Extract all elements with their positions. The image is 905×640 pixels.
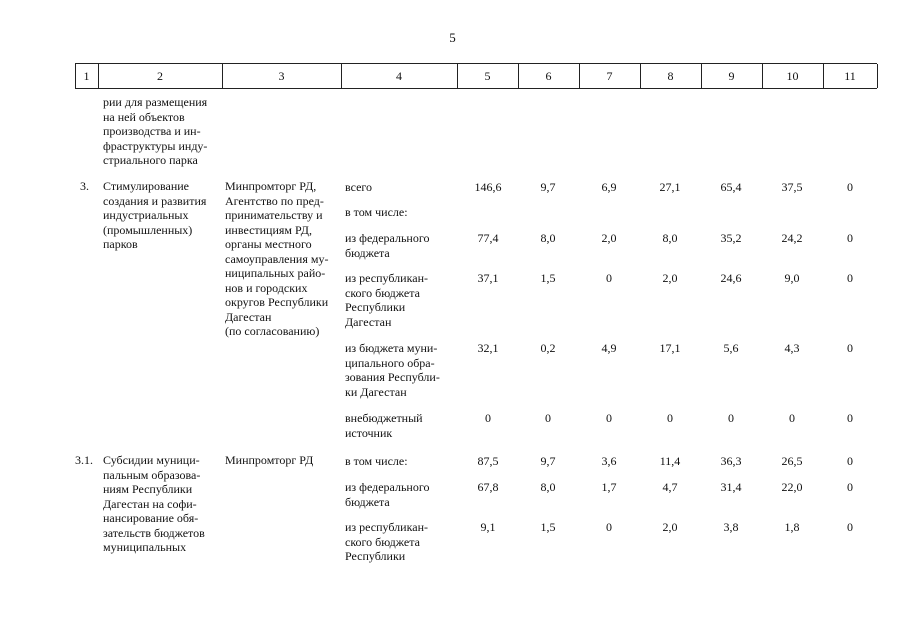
value-cell: 0 [847,341,853,355]
value-cell: 0 [847,454,853,468]
value-cell: 8,0 [540,480,556,494]
value-cell: 146,6 [474,180,502,194]
funding-source-label: из федерального бюджета [345,480,430,509]
column-header-7: 7 [606,69,613,83]
value-cell: 0 [606,271,612,285]
value-cell: 5,6 [723,341,739,355]
value-cell: 4,9 [601,341,617,355]
value-cell: 37,1 [477,271,499,285]
column-header-8: 8 [667,69,674,83]
value-cell: 67,8 [477,480,499,494]
value-cell: 0 [847,231,853,245]
value-cell: 2,0 [662,271,678,285]
value-cell: 27,1 [659,180,681,194]
column-header-10: 10 [786,69,799,83]
value-cell: 0 [485,411,491,425]
value-cell: 9,0 [784,271,800,285]
value-cell: 3,6 [601,454,617,468]
value-cell: 32,1 [477,341,499,355]
value-cell: 22,0 [781,480,803,494]
funding-source-label: из бюджета муни- ципального обра- зования Республи- ки Дагестан [345,341,440,399]
funding-source-label: в том числе: [345,454,408,468]
continued-event-name: рии для размещения на ней объектов производства и ин- фраструктуры инду- стриального парка [103,95,208,167]
value-cell: 87,5 [477,454,499,468]
value-cell: 1,7 [601,480,617,494]
value-cell: 4,3 [784,341,800,355]
event-name: Субсидии муници- пальным образова- ниям Республики Дагестан на софи- нансирование обя- зательств бюджетов муниципальных [103,453,205,554]
value-cell: 0 [847,411,853,425]
value-cell: 31,4 [720,480,742,494]
responsible-executor: Минпромторг РД [225,453,314,467]
value-cell: 24,6 [720,271,742,285]
responsible-executor: Минпромторг РД, Агентство по пред- принимательству и инвестициям РД, органы местного самоуправления му- ниципальных райо- нов и городских округов Республики Дагестан (по согласованию) [225,179,329,338]
value-cell: 9,1 [480,520,496,534]
value-cell: 11,4 [659,454,681,468]
value-cell: 37,5 [781,180,803,194]
value-cell: 1,5 [540,520,556,534]
value-cell: 0 [847,271,853,285]
header-bottom-rule [75,88,877,89]
column-header-5: 5 [484,69,491,83]
column-header-2: 2 [157,69,163,83]
value-cell: 0 [667,411,673,425]
value-cell: 1,8 [784,520,800,534]
row-number: 3.1. [75,453,93,467]
value-cell: 36,3 [720,454,742,468]
funding-source-label: из республикан- ского бюджета Республики Дагестан [345,271,428,329]
value-cell: 24,2 [781,231,803,245]
value-cell: 0 [545,411,551,425]
event-name: Стимулирование создания и развития индустриальных (промышленных) парков [103,179,207,251]
value-cell: 65,4 [720,180,742,194]
funding-source-label: внебюджетный источник [345,411,423,440]
value-cell: 9,7 [540,454,556,468]
value-cell: 3,8 [723,520,739,534]
value-cell: 9,7 [540,180,556,194]
column-header-4: 4 [396,69,402,83]
funding-source-label: из федерального бюджета [345,231,430,260]
value-cell: 0 [847,520,853,534]
value-cell: 0 [606,520,612,534]
value-cell: 0 [847,180,853,194]
header-divider [877,64,878,88]
value-cell: 8,0 [540,231,556,245]
funding-source-label: всего [345,180,373,194]
funding-source-label: в том числе: [345,205,408,219]
column-header-6: 6 [545,69,552,83]
value-cell: 0,2 [540,341,556,355]
value-cell: 4,7 [662,480,678,494]
value-cell: 17,1 [659,341,681,355]
column-header-3: 3 [278,69,285,83]
value-cell: 6,9 [601,180,617,194]
row-number: 3. [80,179,89,193]
value-cell: 2,0 [662,520,678,534]
value-cell: 1,5 [540,271,556,285]
column-header-1: 1 [83,69,90,83]
value-cell: 0 [789,411,795,425]
value-cell: 0 [847,480,853,494]
value-cell: 35,2 [720,231,742,245]
value-cell: 8,0 [662,231,678,245]
value-cell: 77,4 [477,231,499,245]
value-cell: 0 [606,411,612,425]
value-cell: 2,0 [601,231,617,245]
value-cell: 0 [728,411,734,425]
column-header-9: 9 [728,69,735,83]
funding-source-label: из республикан- ского бюджета Республики [345,520,428,563]
column-header-11: 11 [844,69,856,83]
value-cell: 26,5 [781,454,803,468]
page-number: 5 [449,30,456,45]
